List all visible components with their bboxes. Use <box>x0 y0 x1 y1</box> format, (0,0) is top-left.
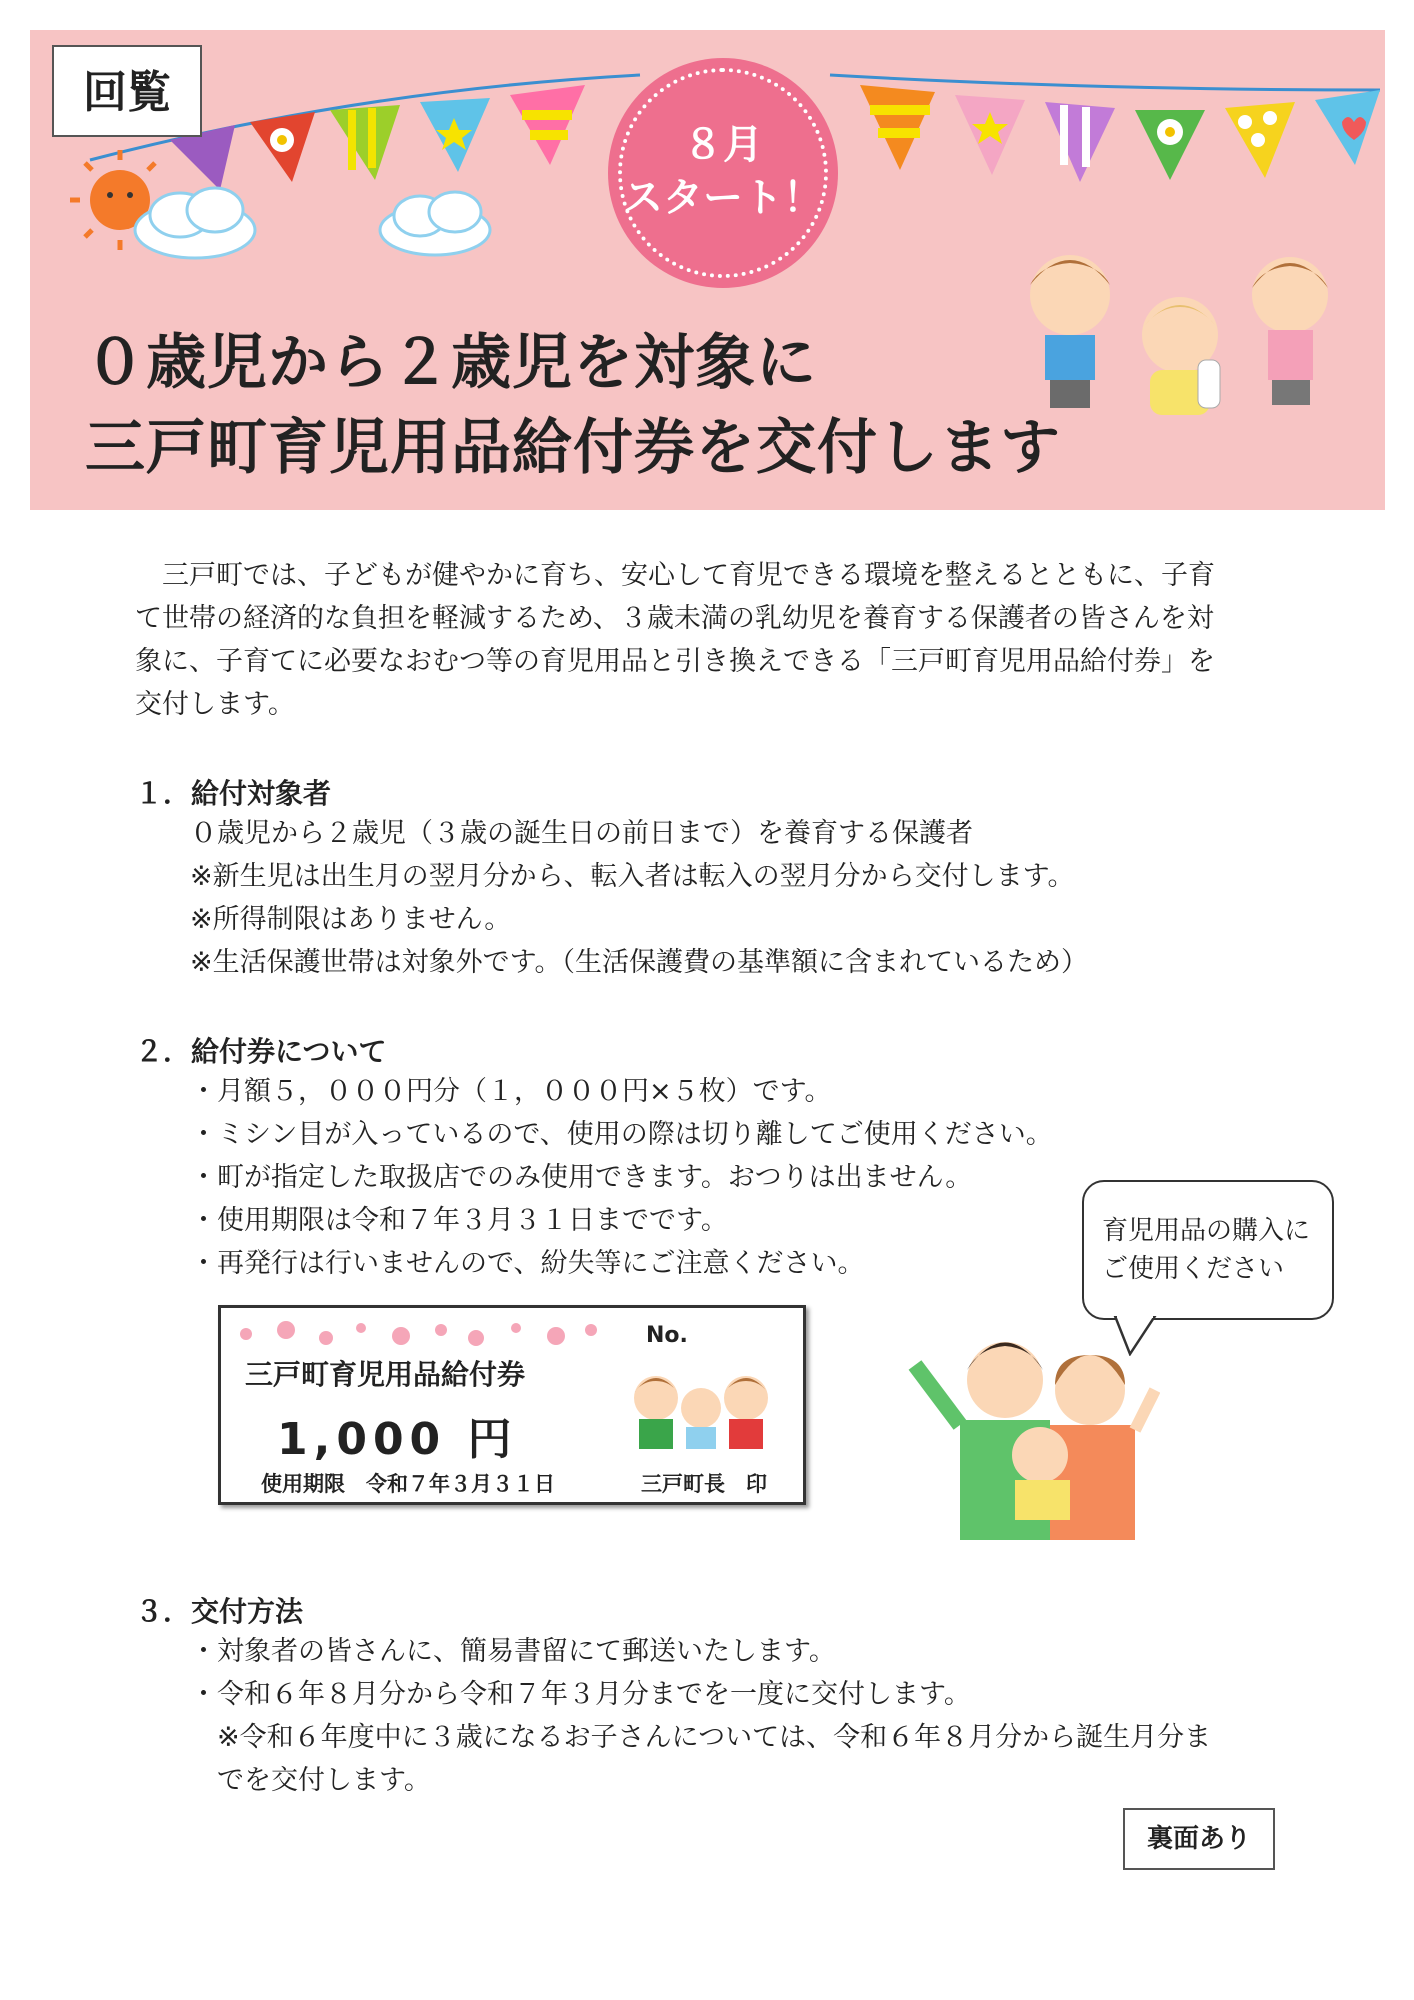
section2-line: ・再発行は行いませんので、紛失等にご注意ください。 <box>190 1248 865 1279</box>
children-illustration <box>1030 255 1328 415</box>
section1-heading: １．給付対象者 <box>135 777 332 810</box>
section2-line: ・使用期限は令和７年３月３１日までです。 <box>190 1205 728 1236</box>
voucher-kids-illustration <box>621 1363 781 1453</box>
section1-line: ※新生児は出生月の翌月分から、転入者は転入の翌月分から交付します。 <box>190 861 1075 892</box>
section3-line: ・対象者の皆さんに、簡易書留にて郵送いたします。 <box>190 1636 836 1667</box>
family-illustration <box>900 1310 1160 1540</box>
section2-line: ・月額５，０００円分（１，０００円×５枚）です。 <box>190 1076 832 1107</box>
voucher-expiry: 使用期限 令和７年３月３１日 <box>261 1472 555 1496</box>
cloud-icon <box>380 192 490 255</box>
page-title-line2: 三戸町育児用品給付券を交付します <box>85 413 1061 483</box>
intro-line: 象に、子育てに必要なおむつ等の育児用品と引き換えできる「三戸町育児用品給付券」を <box>135 646 1215 677</box>
section3-line: ・令和６年８月分から令和７年３月分までを一度に交付します。 <box>190 1679 971 1710</box>
intro-line: 交付します。 <box>135 689 295 720</box>
start-badge-month: ８月 <box>683 122 763 168</box>
section1-line: ０歳児から２歳児（３歳の誕生日の前日まで）を養育する保護者 <box>190 818 973 849</box>
section3-body <box>190 1630 1211 1802</box>
voucher-amount: 1,000 円 <box>277 1414 518 1465</box>
circulation-label: 回覧 <box>52 45 202 137</box>
section2-line: ・町が指定した取扱店でのみ使用できます。おつりは出ません。 <box>190 1162 973 1193</box>
section3-line: ※令和６年度中に３歳になるお子さんについては、令和６年８月分から誕生月分ま <box>190 1722 1212 1753</box>
voucher-mayor-seal: 三戸町長 印 <box>641 1472 767 1496</box>
flag-lilac-stripe <box>1045 102 1115 182</box>
cloud-icon <box>135 188 255 258</box>
intro-paragraph <box>135 554 1215 726</box>
start-badge <box>608 58 838 288</box>
section1-line: ※所得制限はありません。 <box>190 904 512 935</box>
section1-body <box>190 812 1088 984</box>
flag-pink-stripe <box>510 85 585 165</box>
speech-bubble-line: ご使用ください <box>1102 1254 1285 1284</box>
speech-bubble <box>1082 1180 1334 1320</box>
section3-heading: ３．交付方法 <box>135 1595 304 1628</box>
reverse-side-note: 裏面あり <box>1123 1808 1275 1870</box>
intro-line: て世帯の経済的な負担を軽減するため、３歳未満の乳幼児を養育する保護者の皆さんを対 <box>135 603 1214 634</box>
voucher-title: 三戸町育児用品給付券 <box>245 1358 526 1391</box>
section2-body <box>190 1070 1053 1285</box>
section1-line: ※生活保護世帯は対象外です。（生活保護費の基準額に含まれているため） <box>190 947 1088 978</box>
page-title-line1: ０歳児から２歳児を対象に <box>85 328 817 398</box>
flag-green-stripe <box>330 105 400 180</box>
speech-bubble-text <box>1102 1212 1310 1288</box>
intro-line: 三戸町では、子どもが健やかに育ち、安心して育児できる環境を整えるとともに、子育 <box>135 560 1215 591</box>
section2-heading: ２．給付券について <box>135 1035 387 1068</box>
flower-decoration <box>231 1316 611 1356</box>
section3-line: でを交付します。 <box>190 1765 431 1796</box>
flag-orange-stripe <box>860 85 935 170</box>
voucher-number-label: No. <box>646 1323 688 1348</box>
section2-line: ・ミシン目が入っているので、使用の際は切り離してご使用ください。 <box>190 1119 1053 1150</box>
speech-bubble-line: 育児用品の購入に <box>1102 1216 1311 1246</box>
start-badge-text: スタート！ <box>623 175 823 221</box>
voucher-sample <box>218 1305 806 1505</box>
